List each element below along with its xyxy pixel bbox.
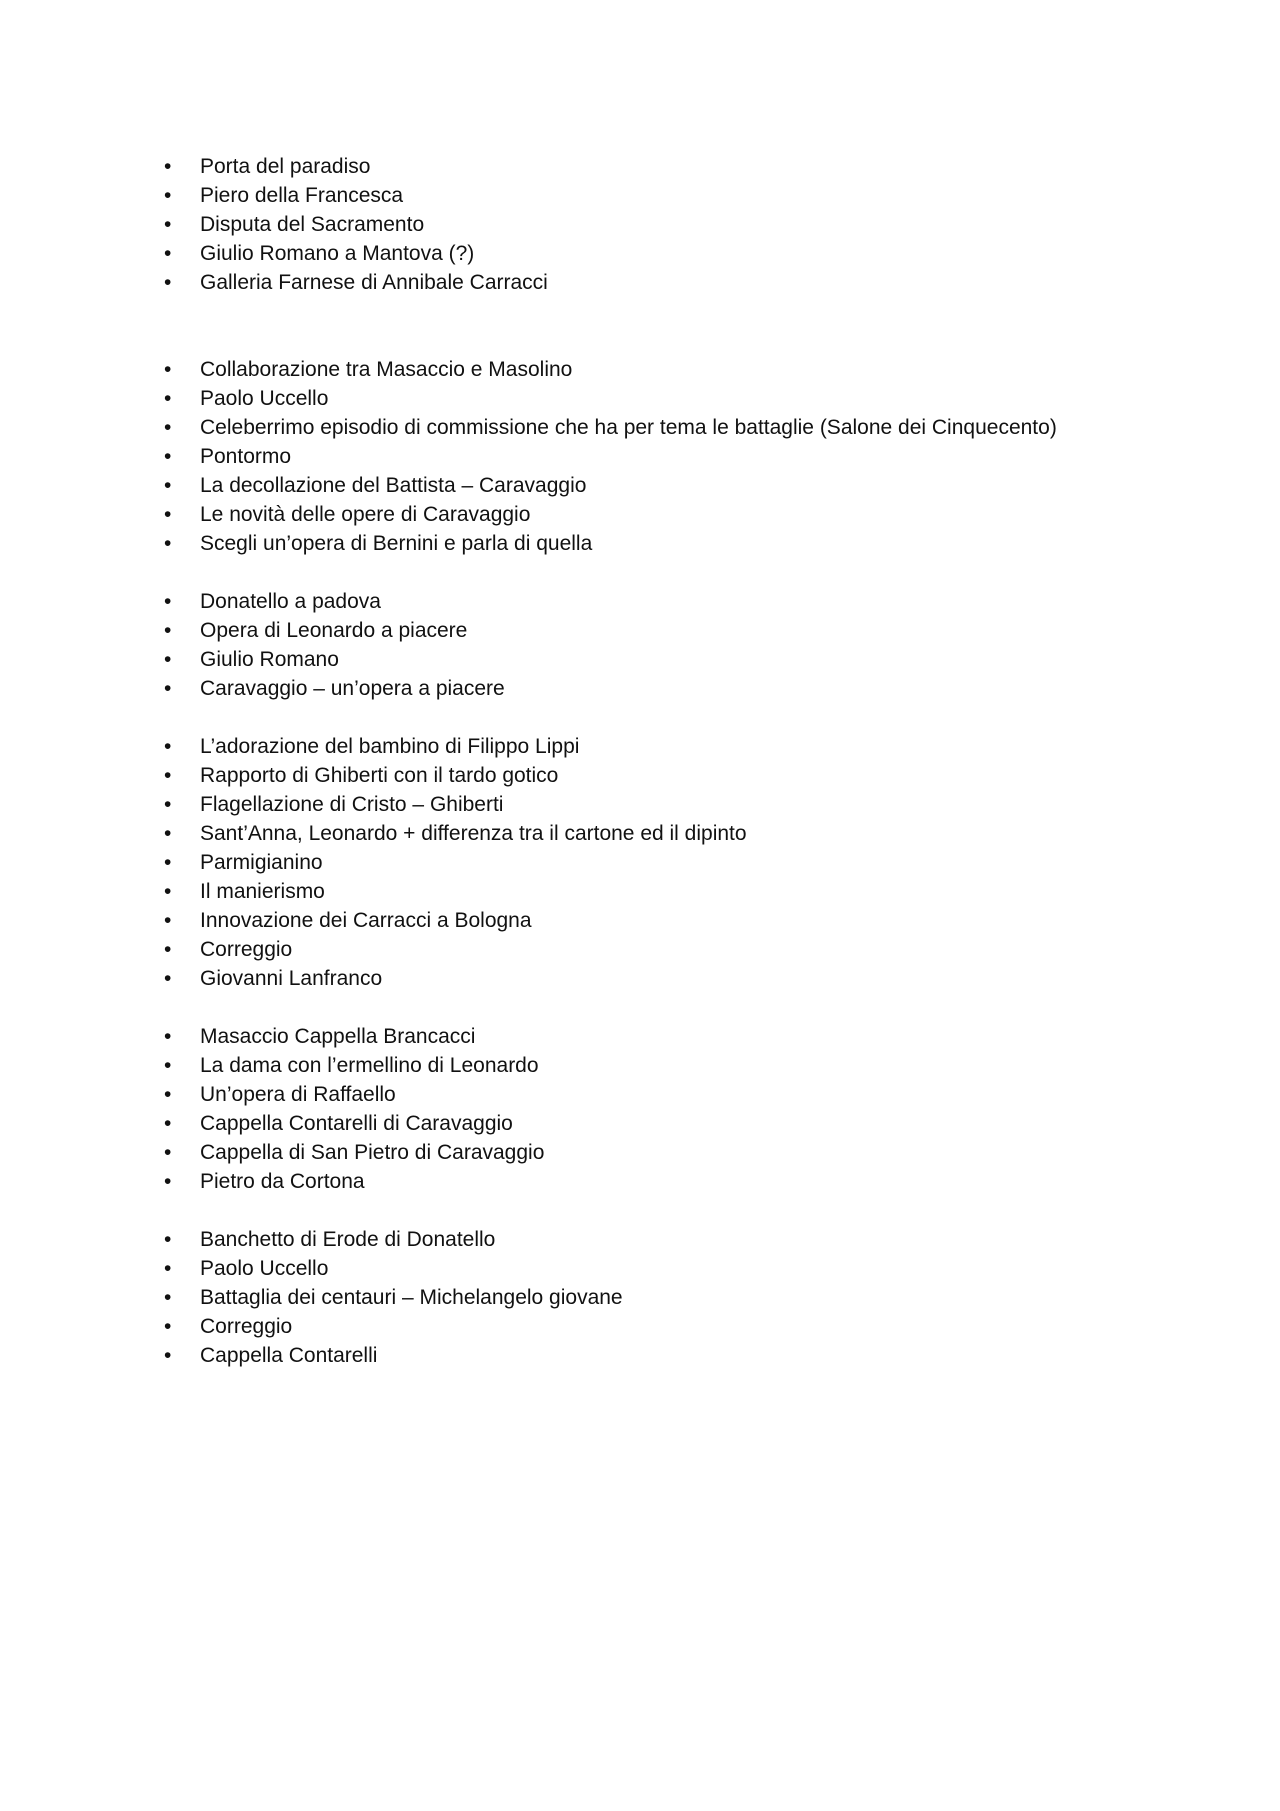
paragraph-spacer <box>164 703 1164 732</box>
list-item: • Il manierismo <box>164 877 1164 906</box>
bullet-list-group-3 <box>164 587 1164 703</box>
list-item: • Giulio Romano a Mantova (?) <box>164 239 1164 268</box>
paragraph-spacer <box>164 1196 1164 1225</box>
list-item: • Collaborazione tra Masaccio e Masolino <box>164 355 1164 384</box>
list-item: • Donatello a padova <box>164 587 1164 616</box>
list-item: • Correggio <box>164 1312 1164 1341</box>
list-item: • Innovazione dei Carracci a Bologna <box>164 906 1164 935</box>
list-item: • Cappella Contarelli di Caravaggio <box>164 1109 1164 1138</box>
list-item: • Giulio Romano <box>164 645 1164 674</box>
list-item: • Banchetto di Erode di Donatello <box>164 1225 1164 1254</box>
list-item: • Cappella Contarelli <box>164 1341 1164 1370</box>
list-item: • Rapporto di Ghiberti con il tardo gotico <box>164 761 1164 790</box>
list-item: • Le novità delle opere di Caravaggio <box>164 500 1164 529</box>
list-item: • Porta del paradiso <box>164 152 1164 181</box>
list-item: • Paolo Uccello <box>164 384 1164 413</box>
list-item: • Opera di Leonardo a piacere <box>164 616 1164 645</box>
list-item: • Galleria Farnese di Annibale Carracci <box>164 268 1164 297</box>
list-item: • Pietro da Cortona <box>164 1167 1164 1196</box>
paragraph-spacer <box>164 558 1164 587</box>
list-item: • Piero della Francesca <box>164 181 1164 210</box>
bullet-list-group-1 <box>164 152 1164 297</box>
paragraph-spacer <box>164 297 1164 355</box>
bullet-list-group-5 <box>164 1022 1164 1196</box>
list-item: • Cappella di San Pietro di Caravaggio <box>164 1138 1164 1167</box>
list-item: • Battaglia dei centauri – Michelangelo giovane <box>164 1283 1164 1312</box>
list-item: • Scegli un’opera di Bernini e parla di quella <box>164 529 1164 558</box>
list-item: • Celeberrimo episodio di commissione che ha per tema le battaglie (Salone dei Cinquecento) <box>164 413 1164 442</box>
list-item: • La dama con l’ermellino di Leonardo <box>164 1051 1164 1080</box>
list-item: • Disputa del Sacramento <box>164 210 1164 239</box>
document-content <box>164 152 1164 1370</box>
list-item: • Caravaggio – un’opera a piacere <box>164 674 1164 703</box>
bullet-list-group-6 <box>164 1225 1164 1370</box>
list-item: • L’adorazione del bambino di Filippo Lippi <box>164 732 1164 761</box>
list-item: • Correggio <box>164 935 1164 964</box>
list-item: • Flagellazione di Cristo – Ghiberti <box>164 790 1164 819</box>
list-item: • Parmigianino <box>164 848 1164 877</box>
list-item: • Giovanni Lanfranco <box>164 964 1164 993</box>
bullet-list-group-4 <box>164 732 1164 993</box>
list-item: • Masaccio Cappella Brancacci <box>164 1022 1164 1051</box>
paragraph-spacer <box>164 993 1164 1022</box>
list-item: • Paolo Uccello <box>164 1254 1164 1283</box>
list-item: • Un’opera di Raffaello <box>164 1080 1164 1109</box>
list-item: • Sant’Anna, Leonardo + differenza tra il cartone ed il dipinto <box>164 819 1164 848</box>
list-item: • La decollazione del Battista – Caravaggio <box>164 471 1164 500</box>
list-item: • Pontormo <box>164 442 1164 471</box>
bullet-list-group-2 <box>164 355 1164 558</box>
